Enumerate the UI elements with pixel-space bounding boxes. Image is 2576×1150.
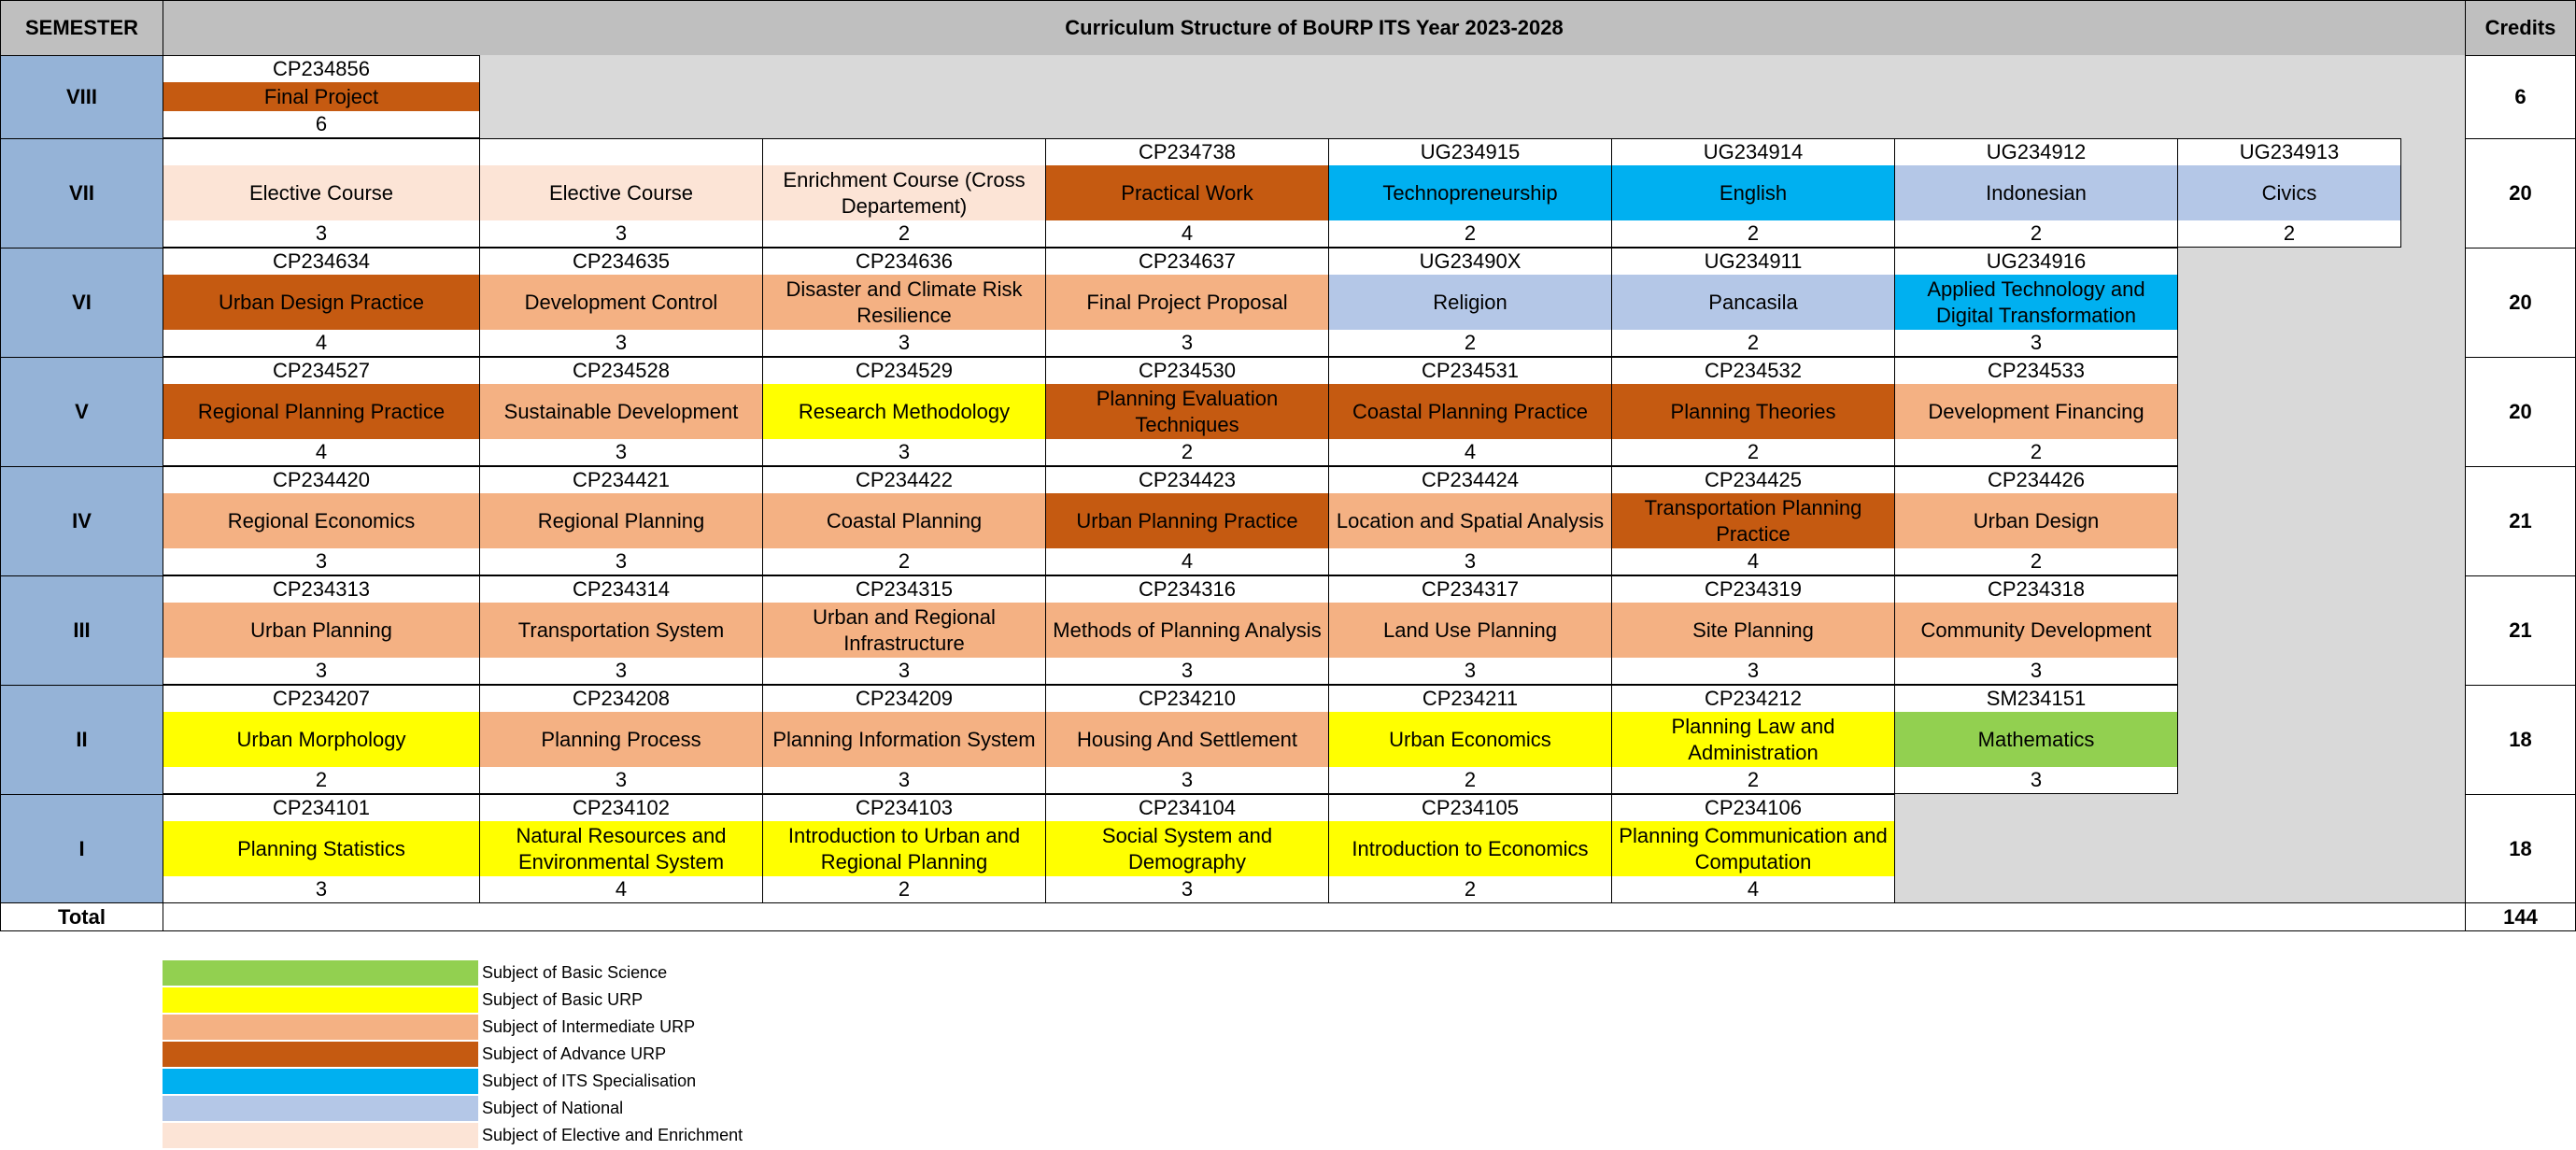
course-credit: 3 bbox=[762, 658, 1046, 685]
course-code: CP234423 bbox=[1045, 466, 1329, 493]
course-name: Pancasila bbox=[1611, 275, 1895, 330]
course-credit: 3 bbox=[1328, 548, 1612, 575]
course-credit: 3 bbox=[1894, 658, 2178, 685]
course-code: CP234211 bbox=[1328, 685, 1612, 712]
course-name: Site Planning bbox=[1611, 603, 1895, 658]
course-credit: 3 bbox=[163, 658, 480, 685]
course-code: CP234102 bbox=[479, 794, 763, 821]
semester-label: VIII bbox=[0, 55, 163, 139]
course-code: CP234316 bbox=[1045, 575, 1329, 603]
course-name: Technopreneurship bbox=[1328, 165, 1612, 220]
course-code: CP234207 bbox=[163, 685, 480, 712]
course-credit: 3 bbox=[1611, 658, 1895, 685]
course-name: Urban Planning Practice bbox=[1045, 493, 1329, 548]
course-credit: 3 bbox=[479, 439, 763, 466]
course-credit: 2 bbox=[1611, 330, 1895, 357]
course-name: Urban Design bbox=[1894, 493, 2178, 548]
course-credit: 2 bbox=[2177, 220, 2401, 248]
course-credit: 3 bbox=[479, 330, 763, 357]
semester-credits: 18 bbox=[2465, 794, 2576, 904]
course-credit: 3 bbox=[479, 767, 763, 794]
course-name: Elective Course bbox=[479, 165, 763, 220]
course-code: CP234318 bbox=[1894, 575, 2178, 603]
semester-credits: 6 bbox=[2465, 55, 2576, 139]
semester-label: IV bbox=[0, 466, 163, 576]
legend-swatch bbox=[163, 987, 478, 1013]
course-name: Location and Spatial Analysis bbox=[1328, 493, 1612, 548]
course-name: Transportation Planning Practice bbox=[1611, 493, 1895, 548]
course-credit: 3 bbox=[762, 330, 1046, 357]
course-name: Planning Process bbox=[479, 712, 763, 767]
course-code: CP234635 bbox=[479, 248, 763, 275]
course-credit: 3 bbox=[1894, 767, 2178, 794]
course-credit: 4 bbox=[1328, 439, 1612, 466]
course-name: Civics bbox=[2177, 165, 2401, 220]
course-code: CP234106 bbox=[1611, 794, 1895, 821]
course-name: Community Development bbox=[1894, 603, 2178, 658]
course-code: CP234426 bbox=[1894, 466, 2178, 493]
semester-label: V bbox=[0, 357, 163, 467]
course-code: CP234424 bbox=[1328, 466, 1612, 493]
course-code bbox=[479, 138, 763, 165]
legend-swatch bbox=[163, 1015, 478, 1040]
course-credit: 2 bbox=[1328, 876, 1612, 903]
course-code: CP234422 bbox=[762, 466, 1046, 493]
course-name: Mathematics bbox=[1894, 712, 2178, 767]
course-code: CP234529 bbox=[762, 357, 1046, 384]
course-code: CP234104 bbox=[1045, 794, 1329, 821]
course-code: CP234420 bbox=[163, 466, 480, 493]
course-code: CP234210 bbox=[1045, 685, 1329, 712]
total-label: Total bbox=[0, 902, 163, 931]
course-name: Regional Planning bbox=[479, 493, 763, 548]
course-name: Applied Technology and Digital Transformation bbox=[1894, 275, 2178, 330]
course-credit: 2 bbox=[1894, 220, 2178, 248]
semester-credits: 20 bbox=[2465, 138, 2576, 248]
course-code: CP234856 bbox=[163, 55, 480, 82]
course-code: CP234532 bbox=[1611, 357, 1895, 384]
course-name: Transportation System bbox=[479, 603, 763, 658]
legend-swatch bbox=[163, 960, 478, 986]
course-name: Indonesian bbox=[1894, 165, 2178, 220]
course-name: Coastal Planning bbox=[762, 493, 1046, 548]
course-name: Religion bbox=[1328, 275, 1612, 330]
course-credit: 3 bbox=[762, 439, 1046, 466]
course-name: Natural Resources and Environmental System bbox=[479, 821, 763, 876]
semester-credits: 20 bbox=[2465, 248, 2576, 358]
course-name: Planning Theories bbox=[1611, 384, 1895, 439]
course-code: CP234319 bbox=[1611, 575, 1895, 603]
course-credit: 3 bbox=[1045, 876, 1329, 903]
course-code: CP234317 bbox=[1328, 575, 1612, 603]
course-code: CP234527 bbox=[163, 357, 480, 384]
semester-label: II bbox=[0, 685, 163, 795]
course-credit: 4 bbox=[1611, 548, 1895, 575]
course-name: Social System and Demography bbox=[1045, 821, 1329, 876]
course-credit: 4 bbox=[1045, 220, 1329, 248]
course-name: Methods of Planning Analysis bbox=[1045, 603, 1329, 658]
course-code: CP234313 bbox=[163, 575, 480, 603]
legend-label: Subject of Advance URP bbox=[482, 1044, 667, 1063]
legend-swatch bbox=[163, 1096, 478, 1121]
course-code: CP234530 bbox=[1045, 357, 1329, 384]
course-name: Enrichment Course (Cross Departement) bbox=[762, 165, 1046, 220]
course-code: CP234315 bbox=[762, 575, 1046, 603]
course-credit: 2 bbox=[762, 876, 1046, 903]
course-code: UG23490X bbox=[1328, 248, 1612, 275]
course-credit: 2 bbox=[762, 220, 1046, 248]
legend-swatch bbox=[163, 1042, 478, 1067]
course-code: UG234912 bbox=[1894, 138, 2178, 165]
course-code: CP234103 bbox=[762, 794, 1046, 821]
course-credit: 3 bbox=[163, 548, 480, 575]
course-code: CP234425 bbox=[1611, 466, 1895, 493]
legend-swatch bbox=[163, 1123, 478, 1148]
course-code: CP234421 bbox=[479, 466, 763, 493]
course-credit: 3 bbox=[163, 220, 480, 248]
course-credit: 3 bbox=[479, 548, 763, 575]
course-credit: 2 bbox=[1611, 439, 1895, 466]
course-credit: 3 bbox=[762, 767, 1046, 794]
course-code: SM234151 bbox=[1894, 685, 2178, 712]
course-name: English bbox=[1611, 165, 1895, 220]
course-credit: 2 bbox=[1328, 767, 1612, 794]
course-credit: 3 bbox=[1328, 658, 1612, 685]
course-code: CP234528 bbox=[479, 357, 763, 384]
course-name: Introduction to Economics bbox=[1328, 821, 1612, 876]
course-code: CP234634 bbox=[163, 248, 480, 275]
course-credit: 4 bbox=[163, 330, 480, 357]
course-name: Coastal Planning Practice bbox=[1328, 384, 1612, 439]
course-credit: 2 bbox=[1611, 220, 1895, 248]
course-name: Development Financing bbox=[1894, 384, 2178, 439]
course-code: CP234314 bbox=[479, 575, 763, 603]
course-name: Regional Planning Practice bbox=[163, 384, 480, 439]
course-name: Planning Information System bbox=[762, 712, 1046, 767]
course-code: CP234209 bbox=[762, 685, 1046, 712]
course-code: CP234531 bbox=[1328, 357, 1612, 384]
course-code: CP234105 bbox=[1328, 794, 1612, 821]
course-credit: 3 bbox=[1045, 767, 1329, 794]
table-title: Curriculum Structure of BoURP ITS Year 2023-2028 bbox=[163, 0, 2466, 56]
credits-header: Credits bbox=[2465, 0, 2576, 56]
legend-label: Subject of Basic URP bbox=[482, 990, 644, 1009]
course-name: Regional Economics bbox=[163, 493, 480, 548]
course-code: UG234911 bbox=[1611, 248, 1895, 275]
course-credit: 3 bbox=[479, 658, 763, 685]
course-credit: 3 bbox=[1045, 330, 1329, 357]
legend-label: Subject of Basic Science bbox=[482, 963, 668, 982]
course-name: Planning Communication and Computation bbox=[1611, 821, 1895, 876]
total-span bbox=[163, 902, 2466, 931]
course-name: Development Control bbox=[479, 275, 763, 330]
total-credits: 144 bbox=[2465, 902, 2576, 931]
course-credit: 3 bbox=[163, 876, 480, 903]
semester-credits: 21 bbox=[2465, 575, 2576, 686]
course-credit: 3 bbox=[1045, 658, 1329, 685]
semester-credits: 21 bbox=[2465, 466, 2576, 576]
semester-label: III bbox=[0, 575, 163, 686]
course-name: Disaster and Climate Risk Resilience bbox=[762, 275, 1046, 330]
course-name: Urban and Regional Infrastructure bbox=[762, 603, 1046, 658]
semester-credits: 20 bbox=[2465, 357, 2576, 467]
course-code: CP234101 bbox=[163, 794, 480, 821]
course-name: Final Project bbox=[163, 82, 480, 111]
course-credit: 2 bbox=[1894, 548, 2178, 575]
course-credit: 2 bbox=[163, 767, 480, 794]
course-credit: 2 bbox=[762, 548, 1046, 575]
course-name: Planning Law and Administration bbox=[1611, 712, 1895, 767]
semester-label: VI bbox=[0, 248, 163, 358]
course-code: CP234212 bbox=[1611, 685, 1895, 712]
course-code: CP234208 bbox=[479, 685, 763, 712]
course-name: Final Project Proposal bbox=[1045, 275, 1329, 330]
course-credit: 6 bbox=[163, 111, 480, 138]
semester-label: VII bbox=[0, 138, 163, 248]
course-name: Land Use Planning bbox=[1328, 603, 1612, 658]
course-credit: 4 bbox=[479, 876, 763, 903]
course-name: Urban Economics bbox=[1328, 712, 1612, 767]
course-credit: 2 bbox=[1328, 220, 1612, 248]
course-credit: 2 bbox=[1328, 330, 1612, 357]
course-credit: 3 bbox=[479, 220, 763, 248]
course-code: UG234915 bbox=[1328, 138, 1612, 165]
legend-label: Subject of Intermediate URP bbox=[482, 1017, 696, 1036]
course-code: UG234914 bbox=[1611, 138, 1895, 165]
course-credit: 2 bbox=[1611, 767, 1895, 794]
course-name: Planning Statistics bbox=[163, 821, 480, 876]
course-name: Sustainable Development bbox=[479, 384, 763, 439]
course-name: Elective Course bbox=[163, 165, 480, 220]
course-name: Introduction to Urban and Regional Planning bbox=[762, 821, 1046, 876]
legend-swatch bbox=[163, 1069, 478, 1094]
course-name: Urban Planning bbox=[163, 603, 480, 658]
legend-label: Subject of National bbox=[482, 1099, 624, 1117]
legend-label: Subject of ITS Specialisation bbox=[482, 1072, 697, 1090]
course-name: Urban Morphology bbox=[163, 712, 480, 767]
course-name: Research Methodology bbox=[762, 384, 1046, 439]
course-name: Housing And Settlement bbox=[1045, 712, 1329, 767]
course-credit: 2 bbox=[1894, 439, 2178, 466]
course-code bbox=[762, 138, 1046, 165]
semester-header: SEMESTER bbox=[0, 0, 163, 56]
course-code: CP234533 bbox=[1894, 357, 2178, 384]
course-name: Practical Work bbox=[1045, 165, 1329, 220]
course-credit: 4 bbox=[163, 439, 480, 466]
course-code: CP234637 bbox=[1045, 248, 1329, 275]
course-credit: 4 bbox=[1611, 876, 1895, 903]
course-code bbox=[163, 138, 480, 165]
course-code: CP234738 bbox=[1045, 138, 1329, 165]
legend-label: Subject of Elective and Enrichment bbox=[482, 1126, 743, 1144]
course-code: UG234913 bbox=[2177, 138, 2401, 165]
course-credit: 3 bbox=[1894, 330, 2178, 357]
course-credit: 2 bbox=[1045, 439, 1329, 466]
course-credit: 4 bbox=[1045, 548, 1329, 575]
course-code: CP234636 bbox=[762, 248, 1046, 275]
course-name: Planning Evaluation Techniques bbox=[1045, 384, 1329, 439]
semester-credits: 18 bbox=[2465, 685, 2576, 795]
course-name: Urban Design Practice bbox=[163, 275, 480, 330]
course-code: UG234916 bbox=[1894, 248, 2178, 275]
semester-label: I bbox=[0, 794, 163, 904]
